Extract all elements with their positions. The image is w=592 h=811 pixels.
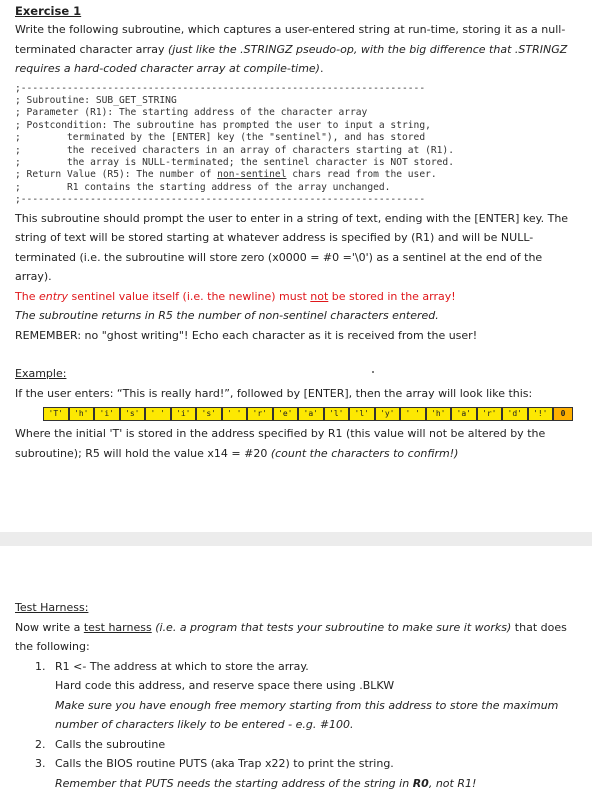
- array-cell: 's': [120, 407, 146, 421]
- exercise-title: Exercise 1: [15, 4, 82, 18]
- code-line: ; the array is NULL-terminated; the sentinel character is NOT stored.: [15, 156, 454, 168]
- code-text: chars read from the user.: [286, 169, 437, 181]
- sub-bold: R0: [412, 776, 429, 790]
- where-italic: (count the characters to confirm!): [270, 446, 459, 460]
- code-line: ; terminated by the [ENTER] key (the "sentinel"), and has stored: [15, 132, 426, 144]
- warning-underlined: not: [310, 289, 329, 303]
- remember-note: REMEMBER: no "ghost writing"! Echo each character as it is received from the user!: [15, 328, 478, 342]
- exercise-content: [15, 2, 575, 463]
- code-text: ; Return Value (R5): The number of: [15, 169, 218, 181]
- test-harness-link: test harness: [83, 620, 152, 634]
- warning-text: sentinel value itself (i.e. the newline) must: [68, 289, 311, 303]
- array-cell: 's': [196, 407, 222, 421]
- description: This subroutine should prompt the user to enter in a string of text, ending with the [ENTER] key. The string of text will be stored starting at whatever address is specified by (R1) and will be NULL-terminated (i.e. the subroutine will store zero (x0000 = #0 ='\0') as a sentinel at the end of the array).: [15, 211, 569, 284]
- exercise-intro: [15, 20, 575, 79]
- list-subtext-italic: [15, 774, 575, 794]
- list-subtext: Hard code this address, and reserve space there using .BLKW: [55, 679, 395, 692]
- warning-italic: entry: [38, 289, 69, 303]
- code-line: ; Postcondition: The subroutine has prompted the user to input a string,: [15, 119, 431, 131]
- array-cell: 'h': [69, 407, 95, 421]
- code-line: ;----------------------------------------------------------------------: [15, 82, 426, 94]
- stray-dot: [372, 371, 374, 373]
- example-line: If the user enters: “This is really hard!”, followed by [ENTER], then the array will look like this:: [15, 386, 533, 400]
- array-null-cell: 0: [553, 407, 573, 421]
- code-line: ; R1 contains the starting address of the array unchanged.: [15, 181, 391, 193]
- array-cell: ' ': [145, 407, 171, 421]
- code-line: ;----------------------------------------------------------------------: [15, 194, 426, 206]
- list-number: 1.: [35, 659, 46, 673]
- intro-italic: (i.e. a program that tests your subroutine to make sure it works): [151, 620, 512, 634]
- sub-text: Remember that PUTS needs the starting address of the string in: [55, 776, 413, 790]
- harness-content: [15, 598, 575, 793]
- intro-text: Write the following subroutine, which captures a user-entered string at run-time, storing it as a null-terminated character array: [15, 23, 566, 56]
- array-cell: 'e': [273, 407, 299, 421]
- character-array: [43, 407, 575, 421]
- sub-text: , not R1!: [428, 776, 477, 790]
- list-number: 2.: [35, 737, 46, 751]
- array-cell: 'l': [349, 407, 375, 421]
- intro-text: that does the following:: [15, 620, 567, 653]
- warning-text: be stored in the array!: [328, 289, 456, 303]
- array-cell: ' ': [222, 407, 248, 421]
- red-warning: [15, 287, 575, 307]
- code-underlined: non-sentinel: [217, 169, 287, 181]
- array-cell: 'a': [298, 407, 324, 421]
- array-cell: '!': [528, 407, 554, 421]
- array-cell: 'h': [426, 407, 452, 421]
- list-subtext-italic: Make sure you have enough free memory starting from this address to store the maximum number of characters likely to be entered - e.g. #100.: [55, 698, 559, 731]
- array-cell: 'd': [502, 407, 528, 421]
- array-cell: 'i': [94, 407, 120, 421]
- where-text: Where the initial 'T' is stored in the address specified by R1 (this value will not be altered by the subroutine); R5 will hold the value x14 = #20: [15, 427, 546, 460]
- intro-end: .: [319, 62, 324, 75]
- code-comment-block: [15, 83, 575, 207]
- list-text: Calls the subroutine: [55, 737, 166, 751]
- intro-text: Now write a: [15, 620, 84, 634]
- example-where: [15, 424, 575, 463]
- warning-text: The: [15, 289, 39, 303]
- harness-panel: [0, 546, 592, 811]
- array-cell: ' ': [400, 407, 426, 421]
- harness-intro: [15, 618, 575, 657]
- page-separator: [0, 532, 592, 546]
- intro-italic: (just like the .STRINGZ pseudo-op, with the big difference that .STRINGZ requires a hard-coded character array at compile-time): [15, 42, 568, 75]
- code-line: ; the received characters in an array of characters starting at (R1).: [15, 144, 454, 156]
- example-heading: Example:: [15, 367, 67, 381]
- array-cell: 'r': [477, 407, 503, 421]
- array-cell: 'a': [451, 407, 477, 421]
- list-item: [15, 754, 575, 774]
- list-text: R1 <- The address at which to store the array.: [55, 659, 309, 673]
- array-cell: 'r': [247, 407, 273, 421]
- list-item: [15, 735, 575, 755]
- harness-list: [15, 657, 575, 794]
- list-text: Calls the BIOS routine PUTS (aka Trap x22) to print the string.: [55, 757, 394, 770]
- array-cell: 'l': [324, 407, 350, 421]
- list-item: [15, 657, 575, 677]
- list-number: 3.: [35, 757, 46, 770]
- return-note: The subroutine returns in R5 the number of non-sentinel characters entered.: [15, 309, 439, 323]
- array-cell: 'T': [43, 407, 69, 421]
- array-cell: 'y': [375, 407, 401, 421]
- harness-heading: Test Harness:: [15, 601, 89, 614]
- code-line: [15, 169, 575, 181]
- code-line: ; Subroutine: SUB_GET_STRING: [15, 94, 177, 106]
- code-line: ; Parameter (R1): The starting address of the character array: [15, 107, 368, 119]
- array-cell: 'i': [171, 407, 197, 421]
